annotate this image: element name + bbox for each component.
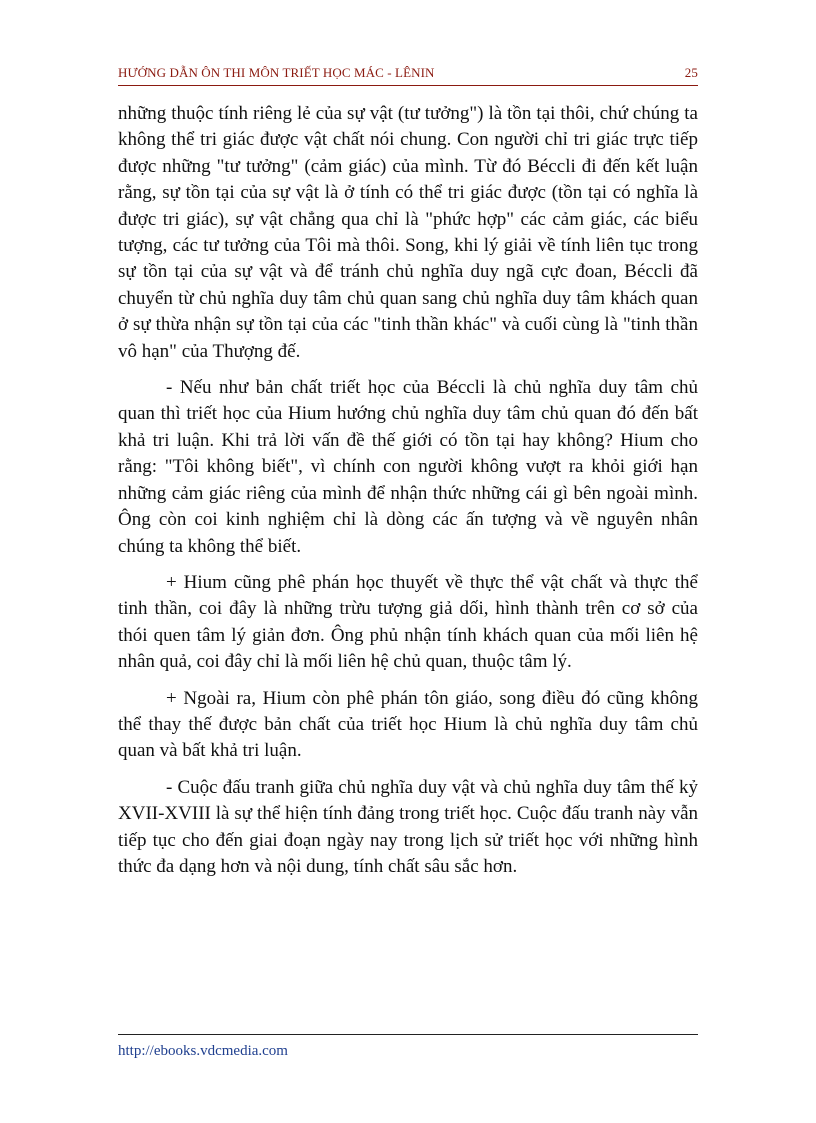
paragraph-3: + Hium cũng phê phán học thuyết về thực thể vật chất và thực thể tinh thần, coi đây là những trừu tượng giả dối, hình thành trên cơ sở của thói quen tâm lý giản đơn. Ông phủ nhận tính khách quan của mối liên hệ nhân quả, coi đây chỉ là mối liên hệ chủ quan, thuộc tâm lý.	[118, 571, 698, 673]
header-title: HƯỚNG DẪN ÔN THI MÔN TRIẾT HỌC MÁC - LÊNIN	[118, 65, 435, 80]
paragraph-5: - Cuộc đấu tranh giữa chủ nghĩa duy vật và chủ nghĩa duy tâm thế kỷ XVII-XVIII là sự thể hiện tính đảng trong triết học. Cuộc đấu tranh này vẫn tiếp tục cho đến giai đoạn ngày nay trong lịch sử triết học với những hình thức đa dạng hơn và nội dung, tính chất sâu sắc hơn.	[118, 776, 698, 877]
paragraph-2: - Nếu như bản chất triết học của Béccli là chủ nghĩa duy tâm chủ quan thì triết học của Hium hướng chủ nghĩa duy tâm chủ quan đó đến bất khả tri luận. Khi trả lời vấn đề thế giới có tồn tại hay không? Hium cho rằng: "Tôi không biết", vì chính con người không vượt ra khỏi giới hạn những cảm giác riêng của mình để nhận thức những cái gì bên ngoài mình. Ông còn coi kinh nghiệm chỉ là dòng các ấn tượng và về nguyên nhân chúng ta không thể biết.	[118, 377, 698, 557]
footer-link[interactable]: http://ebooks.vdcmedia.com	[118, 1043, 288, 1059]
page-number: 25	[684, 65, 698, 80]
header-divider	[118, 85, 698, 86]
footer-divider	[118, 1034, 698, 1035]
document-body	[118, 101, 698, 890]
paragraph-4: + Ngoài ra, Hium còn phê phán tôn giáo, song điều đó cũng không thể thay thế được bản chất của triết học Hium là chủ nghĩa duy tâm chủ quan và bất khả tri luận.	[118, 687, 698, 762]
page-header	[118, 62, 698, 84]
paragraph-1: những thuộc tính riêng lẻ của sự vật (tư tưởng") là tồn tại thôi, chứ chúng ta không thể tri giác được vật chất nói chung. Con người chỉ tri giác trực tiếp được những "tư tưởng" (cảm giác) của mình. Từ đó Béccli đi đến kết luận rằng, sự tồn tại của sự vật là ở tính có thể tri giác được (tồn tại có nghĩa là được tri giác), sự vật chẳng qua chỉ là "phức hợp" các cảm giác, các biểu tượng, các tư tưởng của Tôi mà thôi. Song, khi lý giải về tính liên tục trong sự tồn tại của sự vật và để tránh chủ nghĩa duy ngã cực đoan, Béccli đã chuyển từ chủ nghĩa duy tâm chủ quan sang chủ nghĩa duy tâm khách quan ở sự thừa nhận sự tồn tại của các "tinh thần khác" và cuối cùng là "tinh thần vô hạn" của Thượng đế.	[118, 103, 698, 362]
